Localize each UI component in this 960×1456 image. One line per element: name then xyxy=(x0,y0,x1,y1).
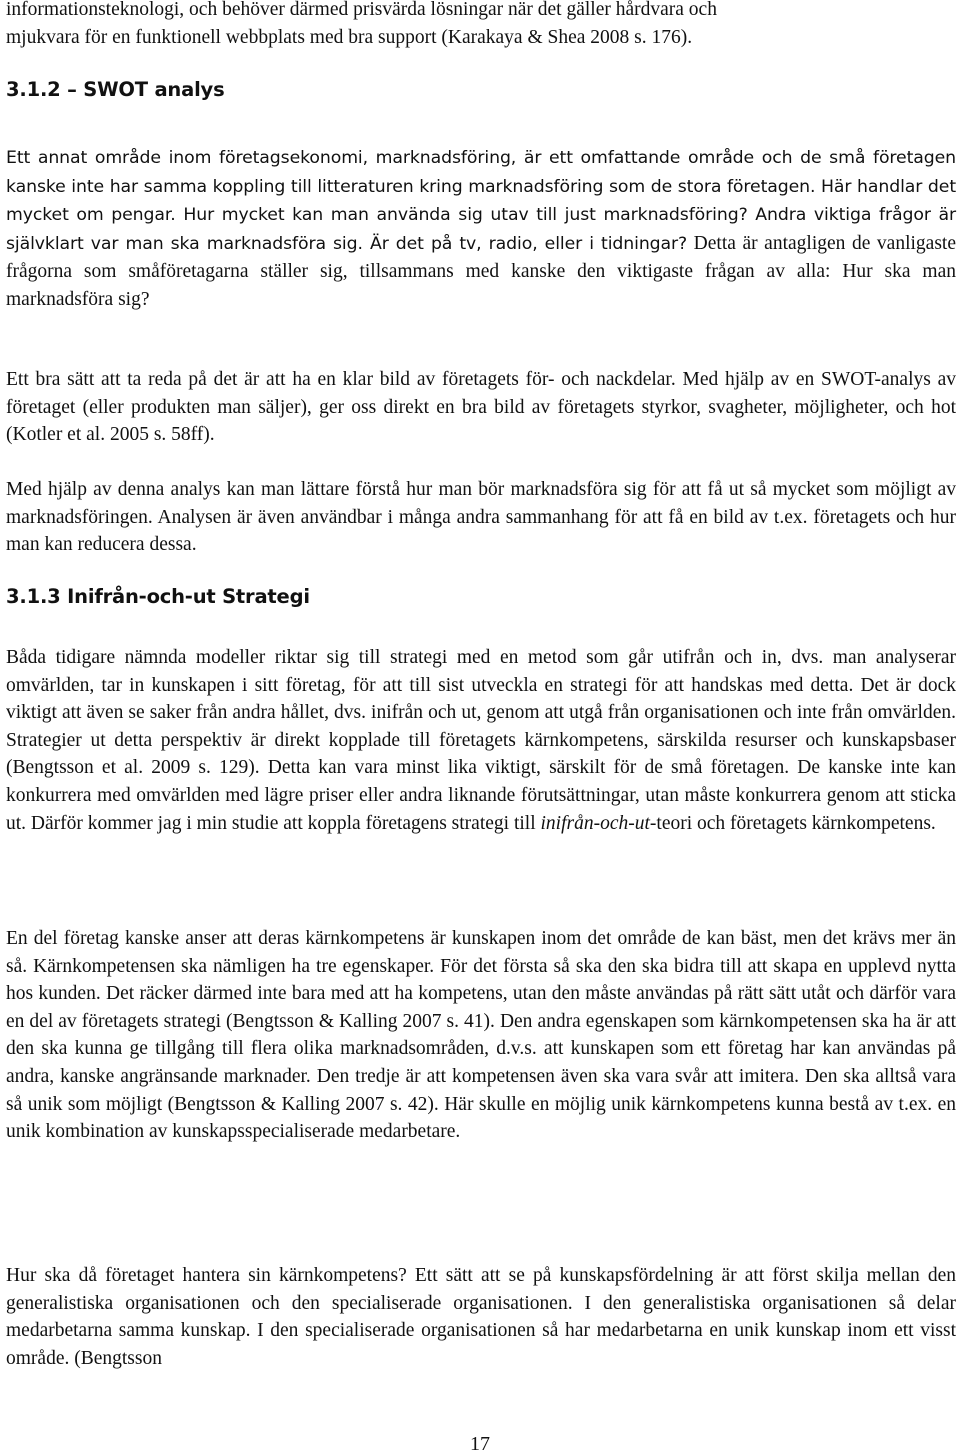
swot-paragraph-2: Ett bra sätt att ta reda på det är att ha en klar bild av företagets för- och nackdelar. Med hjälp av en SWOT-analys av företaget (eller produkten man säljer), ger oss direkt en bra bild av företagets styrkor, svagheter, möjligheter, och hot (Kotler et al. 2005 s. 58ff). xyxy=(6,369,956,446)
swot-paragraph-1 xyxy=(6,144,956,314)
intro-paragraph xyxy=(6,0,956,51)
inifran-paragraph-1 xyxy=(6,644,956,837)
inifran-paragraph-2: En del företag kanske anser att deras kärnkompetens är kunskapen inom det område de kan bäst, men det krävs mer än så. Kärnkompetensen ska nämligen ha tre egenskaper. För det första så ska den ska bidra till att skapa en upplevd nytta hos kunden. Det räcker därmed inte bara med att ha kompetens, utan den måste användas på rätt sätt utåt och därför vara en del av företagets strategi (Bengtsson & Kalling 2007 s. 41). Den andra egenskapen som kärnkompetensen ska ha är att den ska kunna ge tillgång till flera olika marknadsområden, d.v.s. att kunskapen som ett företag har kan användas på andra, kanske angränsande marknader. Den tredje är att kompetensen även ska vara svår att imitera. Den ska alltså vara så unik som möjligt (Bengtsson & Kalling 2007 s. 42). Här skulle en möjlig unik kärnkompetens kunna bestå av t.ex. en unik kombination av kunskapsspecialiserade medarbetare. xyxy=(6,928,956,1143)
swot-paragraph-1-serif: Detta är antagligen de vanligaste frågorna som småföretagarna ställer sig, tillsammans med kanske den viktigaste frågan av alla: Hur ska man marknadsföra sig? xyxy=(6,232,956,310)
section-heading-inifran: 3.1.3 Inifrån-och-ut Strategi xyxy=(6,585,310,608)
intro-line-1: informationsteknologi, och behöver därmed prisvärda lösningar när det gäller hårdvara och xyxy=(6,0,717,20)
swot-paragraph-3: Med hjälp av denna analys kan man lättare förstå hur man bör marknadsföra sig för att få ut så mycket som möjligt av marknadsföringen. Analysen är även användbar i många andra sammanhang för att få en bild av t.ex. företagets och hur man kan reducera dessa. xyxy=(6,479,956,556)
swot-paragraph-1-sans: Ett annat område inom företagsekonomi, marknadsföring, är ett omfattande område och de små företagen kanske inte har samma koppling till litteraturen kring marknadsföring som de stora företagen. Här handlar det mycket om pengar. Hur mycket kan man använda sig utav till just marknadsföring? Andra viktiga frågor är självklart var man ska marknadsföra sig. Är det på tv, radio, eller i tidningar? xyxy=(6,148,956,254)
intro-line-2: mjukvara för en funktionell webbplats med bra support (Karakaya & Shea 2008 s. 176). xyxy=(6,26,693,48)
inifran-paragraph-3: Hur ska då företaget hantera sin kärnkompetens? Ett sätt att se på kunskapsfördelning är att först skilja mellan den generalistiska organisationen och den specialiserade organisationen. I den generalistiska organisationen så delar medarbetarna samma kunskap. I den specialiserade organisationen så har medarbetarna en unik kunskap inom ett visst område. (Bengtsson xyxy=(6,1265,956,1369)
inifran-paragraph-1-text-a: Båda tidigare nämnda modeller riktar sig till strategi med en metod som går utifrån och in, dvs. man analyserar omvärlden, tar in kunskapen i sitt företag, för att till sist utveckla en strategi för att handskas med detta. Det är dock viktigt att även se saker från andra hållet, dvs. inifrån och ut, genom att utgå från organisationen och inte från omvärlden. Strategier ut detta perspektiv är direkt kopplade till företagets kärnkompetens, särskilda resurser och kunskapsbaser (Bengtsson et al. 2009 s. 129). Detta kan vara minst lika viktigt, särskilt för de små företagen. De kanske inte kan konkurrera med omvärlden med lägre priser eller andra liknande förutsättningar, utan måste konkurrera genom att sticka ut. Därför kommer jag i min studie att koppla företagens strategi till xyxy=(6,647,956,834)
page-number: 17 xyxy=(470,1433,490,1455)
inifran-paragraph-1-text-b: -teori och företagets kärnkompetens. xyxy=(649,812,936,834)
inifran-paragraph-1-italic-term: inifrån-och-ut xyxy=(540,812,650,834)
section-heading-swot: 3.1.2 – SWOT analys xyxy=(6,78,225,101)
